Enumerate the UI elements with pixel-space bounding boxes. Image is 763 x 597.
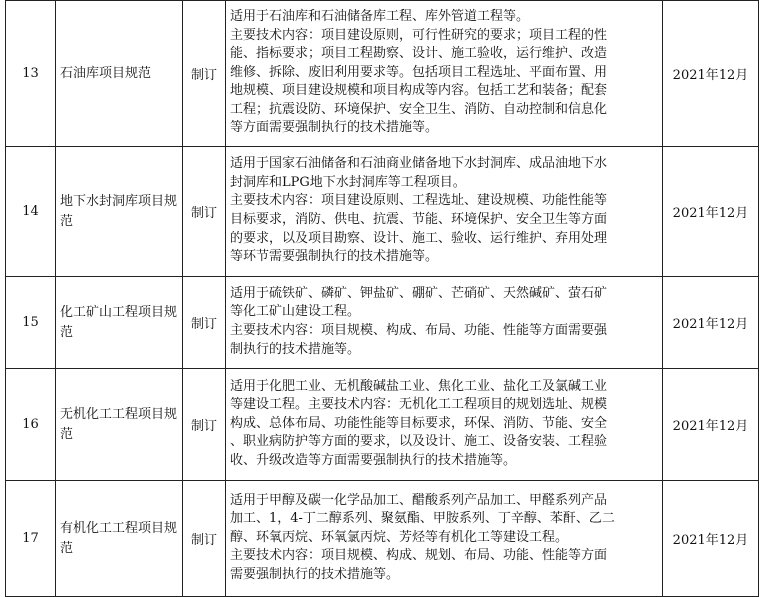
description-line: 适用于甲醇及碳一化学品加工、醋酸系列产品加工、甲醛系列产品 — [230, 492, 608, 508]
scope-description — [226, 369, 663, 481]
description-line: 等方面需要强制执行的技术措施等。 — [230, 120, 439, 136]
row-number: 17 — [6, 481, 56, 597]
work-type: 制订 — [183, 369, 226, 481]
description-line: 适用于化肥工业、无机酸碱盐工业、焦化工业、盐化工及氯碱工业 — [230, 378, 608, 394]
standard-name: 有机化工工程项目规范 — [56, 481, 183, 597]
description-line: 适用于国家石油储备和石油商业储备地下水封洞库、成品油地下水 — [230, 156, 608, 172]
description-line: 维修、拆除、废旧利用要求等。包括项目工程选址、平面布置、用 — [230, 64, 608, 80]
completion-date: 2021年12月 — [663, 481, 759, 597]
standard-name: 化工矿山工程项目规范 — [56, 277, 183, 369]
description-line: 等环节需要强制执行的技术措施等。 — [230, 249, 439, 265]
description-line: 适用于石油库和石油储备库工程、库外管道工程等。 — [230, 8, 530, 24]
description-line: 地规模、项目建设规模和项目构成等内容。包括工艺和装备；配套 — [230, 83, 608, 99]
table-row — [6, 1, 759, 147]
standard-name: 地下水封洞库项目规范 — [56, 147, 183, 277]
table-row — [6, 369, 759, 481]
description-line: 收、升级改造等方面需要强制执行的技术措施等。 — [230, 452, 517, 468]
description-line: 的要求，以及项目勘察、设计、施工、验收、运行维护、弃用处理 — [230, 230, 608, 246]
scope-description — [226, 481, 663, 597]
row-number: 16 — [6, 369, 56, 481]
work-type: 制订 — [183, 481, 226, 597]
description-line: 加工、1，4-丁二醇系列、聚氨酯、甲胺系列、丁辛醇、苯酐、乙二 — [230, 511, 615, 527]
scope-description — [226, 147, 663, 277]
description-line: 制执行的技术措施等。 — [230, 341, 361, 357]
description-line: 等化工矿山建设工程。 — [230, 304, 361, 320]
description-line: 主要技术内容：项目规模、构成、规划、布局、功能、性能等方面 — [230, 548, 608, 564]
table-row — [6, 277, 759, 369]
completion-date: 2021年12月 — [663, 369, 759, 481]
description-line: 醇、环氧丙烷、环氧氯丙烷、芳烃等有机化工等建设工程。 — [230, 529, 569, 545]
table-row — [6, 147, 759, 277]
standard-name: 无机化工工程项目规范 — [56, 369, 183, 481]
description-line: 构成、总体布局、功能性能等目标要求，环保、消防、节能、安全 — [230, 415, 608, 431]
description-line: 主要技术内容：项目规模、构成、布局、功能、性能等方面需要强 — [230, 323, 608, 338]
description-line: 适用于硫铁矿、磷矿、钾盐矿、硼矿、芒硝矿、天然碱矿、萤石矿 — [230, 285, 608, 301]
work-type: 制订 — [183, 147, 226, 277]
description-line: 需要强制执行的技术措施等。 — [230, 566, 400, 582]
standard-name: 石油库项目规范 — [56, 1, 183, 147]
scope-description — [226, 1, 663, 147]
description-line: 等建设工程。主要技术内容：无机化工工程项目的规划选址、规模 — [230, 397, 608, 413]
description-line: 工程；抗震设防、环境保护、安全卫生、消防、自动控制和信息化 — [230, 101, 608, 117]
row-number: 13 — [6, 1, 56, 147]
work-type: 制订 — [183, 277, 226, 369]
table-row — [6, 481, 759, 597]
row-number: 15 — [6, 277, 56, 369]
completion-date: 2021年12月 — [663, 147, 759, 277]
description-line: 封洞库和LPG地下水封洞库等工程项目。 — [230, 174, 466, 190]
work-type: 制订 — [183, 1, 226, 147]
completion-date: 2021年12月 — [663, 1, 759, 147]
description-line: 主要技术内容：项目建设原则、工程选址、建设规模、功能性能等 — [230, 193, 608, 209]
row-number: 14 — [6, 147, 56, 277]
standards-table — [5, 0, 759, 597]
description-line: 主要技术内容：项目建设原则，可行性研究的要求；项目工程的性 — [230, 27, 608, 43]
scope-description — [226, 277, 663, 369]
description-line: 、职业病防护等方面的要求，以及设计、施工、设备安装、工程验 — [230, 434, 608, 450]
completion-date: 2021年12月 — [663, 277, 759, 369]
description-line: 目标要求，消防、供电、抗震、节能、环境保护、安全卫生等方面 — [230, 212, 608, 227]
description-line: 能、指标要求；项目工程勘察、设计、施工验收，运行维护、改造 — [230, 46, 608, 62]
